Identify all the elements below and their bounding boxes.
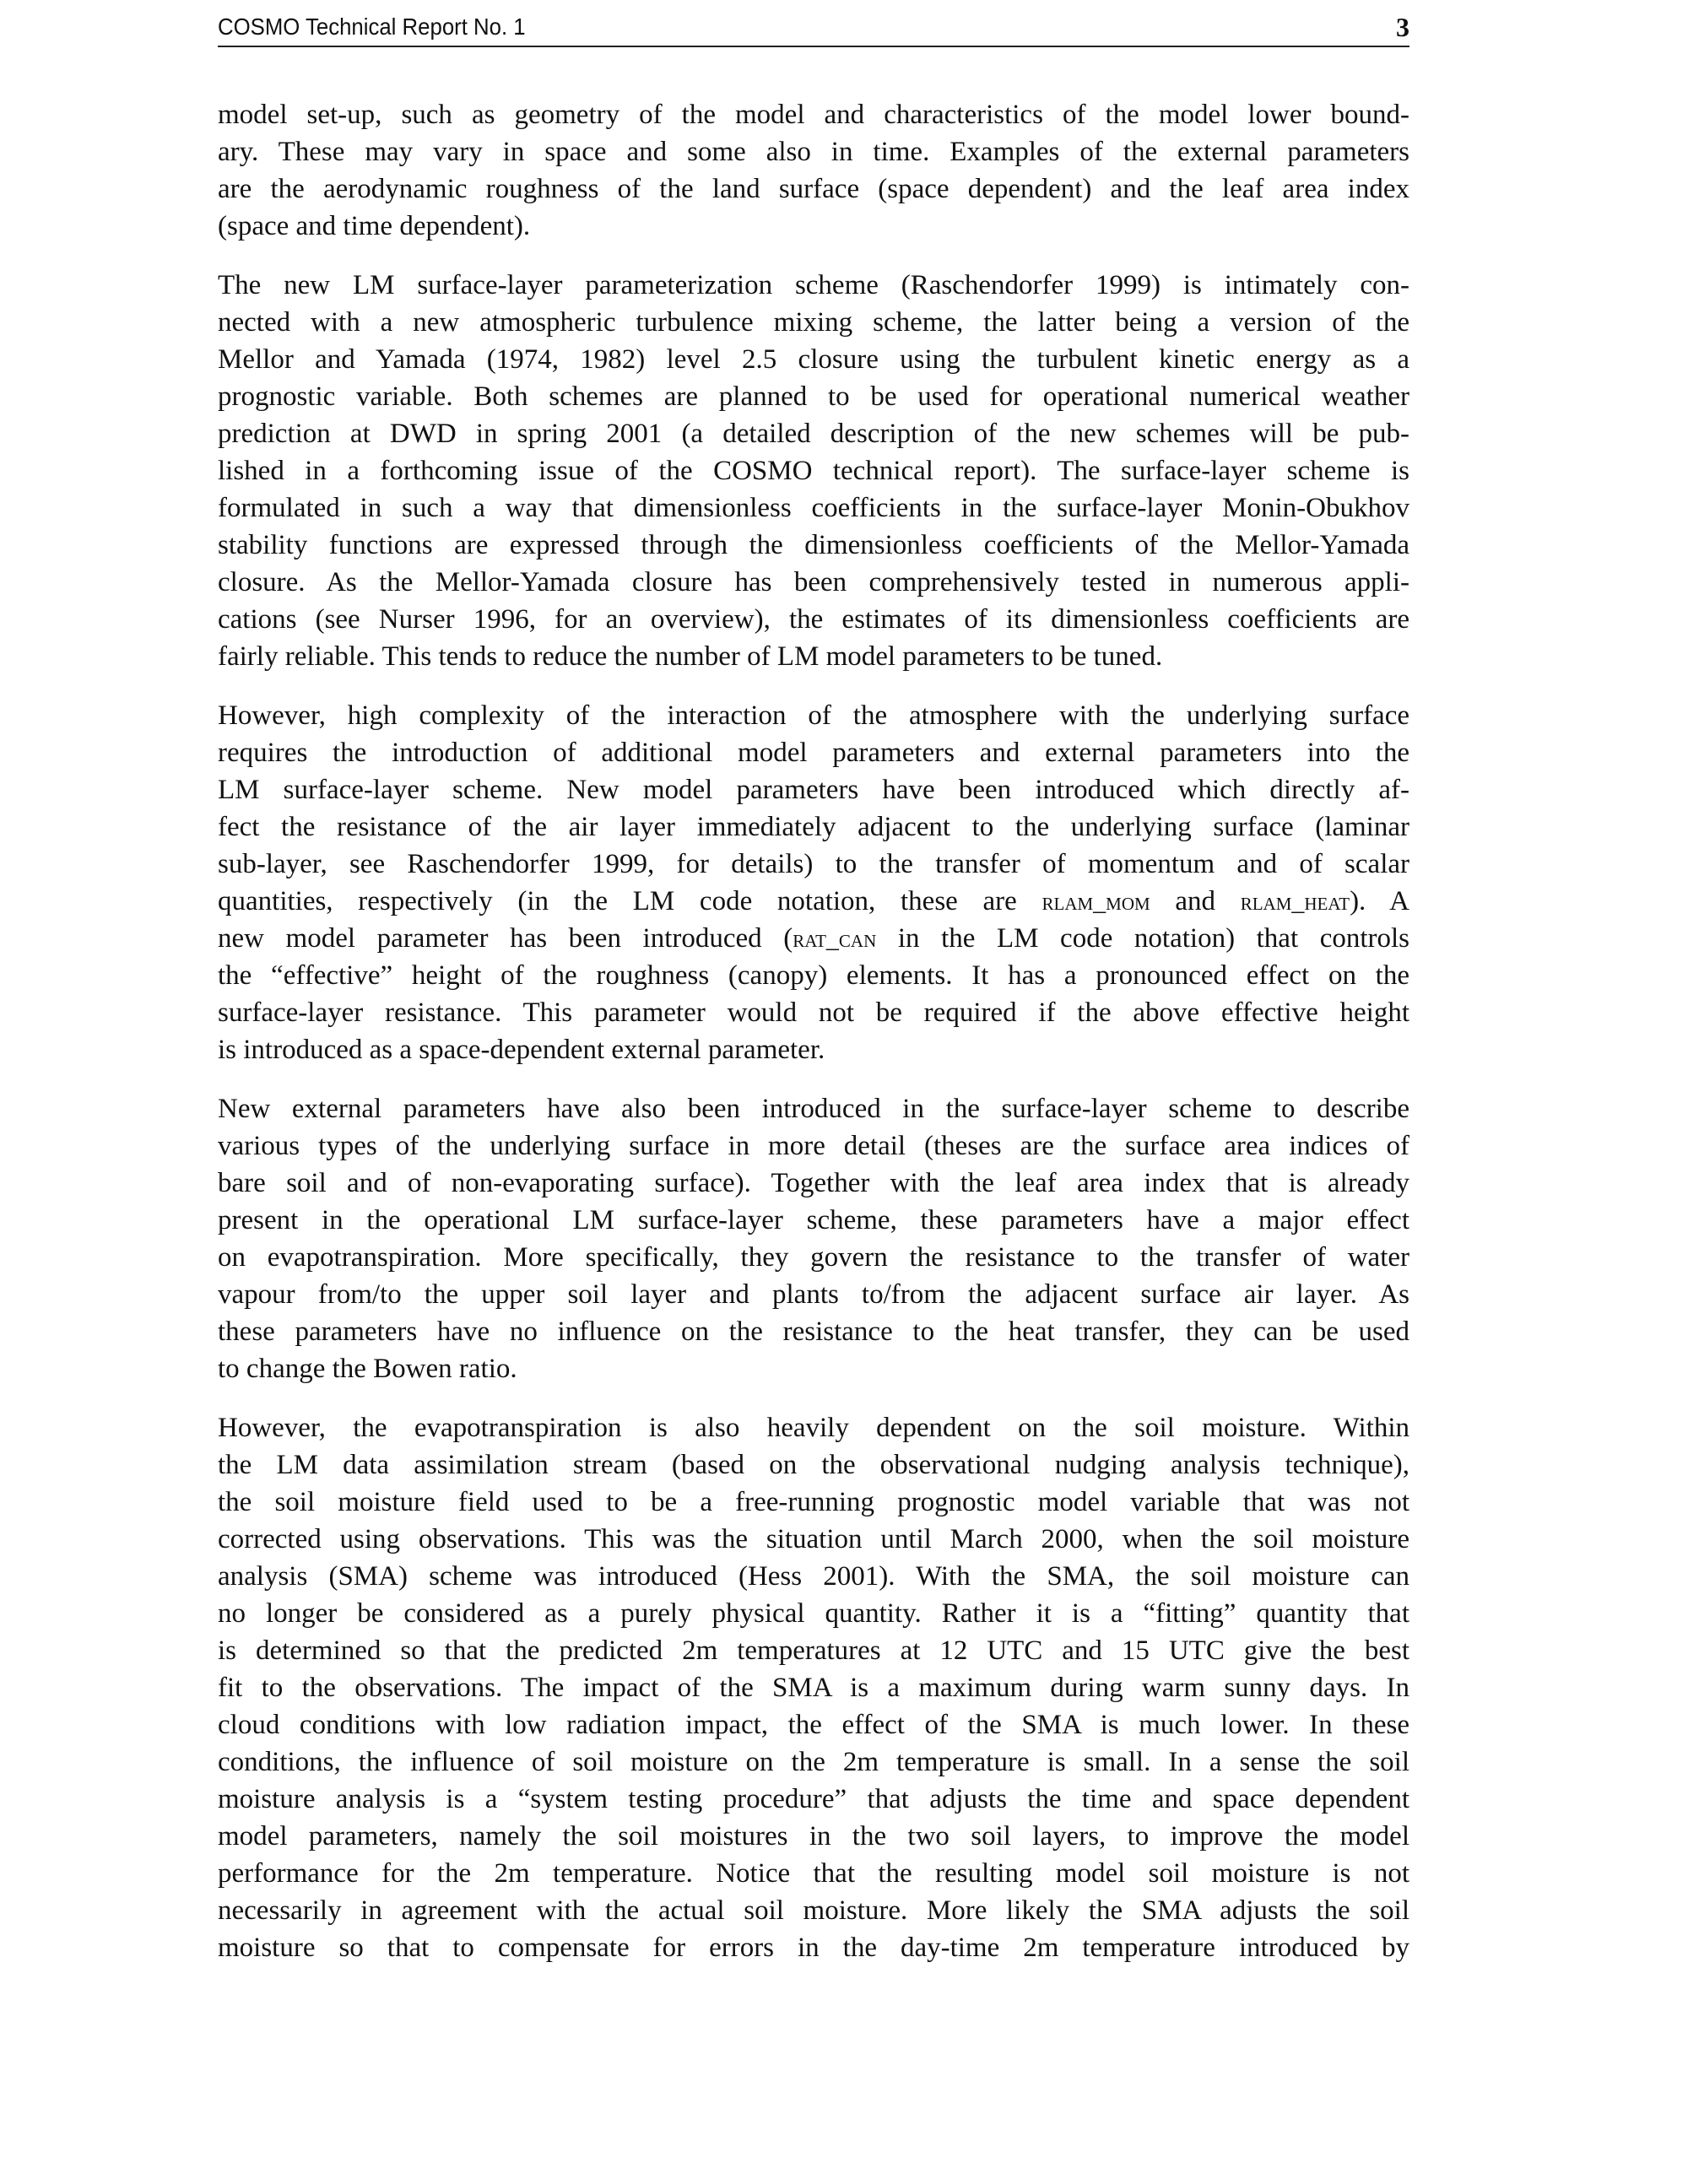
- text-line: prediction at DWD in spring 2001 (a detailed description of the new schemes will be pub-: [218, 419, 1409, 449]
- code-identifier: rlam_mom: [1041, 888, 1150, 916]
- text-line: is introduced as a space-dependent external parameter.: [218, 1035, 825, 1065]
- text-line: prognostic variable. Both schemes are planned to be used for operational numerical weather: [218, 381, 1409, 412]
- text-line: is determined so that the predicted 2m temperatures at 12 UTC and 15 UTC give the best: [218, 1635, 1409, 1666]
- text-line: closure. As the Mellor-Yamada closure has been comprehensively tested in numerous appli-: [218, 567, 1409, 597]
- text-segment: ). A: [1350, 886, 1410, 916]
- document-body: [218, 96, 1409, 1988]
- paragraph: [218, 1090, 1409, 1387]
- text-line: necessarily in agreement with the actual soil moisture. More likely the SMA adjusts the soil: [218, 1895, 1409, 1926]
- text-line: the “effective” height of the roughness (canopy) elements. It has a pronounced effect on the: [218, 960, 1409, 991]
- text-line: model parameters, namely the soil moistures in the two soil layers, to improve the model: [218, 1821, 1409, 1852]
- text-line: cloud conditions with low radiation impact, the effect of the SMA is much lower. In these: [218, 1710, 1409, 1740]
- text-segment: new model parameter has been introduced (: [218, 923, 793, 954]
- text-line: vapour from/to the upper soil layer and plants to/from the adjacent surface air layer. As: [218, 1279, 1409, 1310]
- code-identifier: rat_can: [793, 925, 877, 953]
- text-line: formulated in such a way that dimensionless coefficients in the surface-layer Monin-Obukhov: [218, 493, 1409, 523]
- text-line: fit to the observations. The impact of the SMA is a maximum during warm sunny days. In: [218, 1673, 1409, 1703]
- text-line: the LM data assimilation stream (based on the observational nudging analysis technique),: [218, 1450, 1409, 1480]
- text-line: Mellor and Yamada (1974, 1982) level 2.5 closure using the turbulent kinetic energy as a: [218, 344, 1409, 375]
- text-line: [218, 883, 1409, 920]
- text-line: analysis (SMA) scheme was introduced (Hess 2001). With the SMA, the soil moisture can: [218, 1561, 1409, 1592]
- text-line: stability functions are expressed through the dimensionless coefficients of the Mellor-Yamada: [218, 530, 1409, 560]
- paragraph: [218, 267, 1409, 675]
- text-line: conditions, the influence of soil moisture on the 2m temperature is small. In a sense the soil: [218, 1747, 1409, 1777]
- text-segment: quantities, respectively (in the LM code notation, these are: [218, 886, 1042, 916]
- text-line: various types of the underlying surface in more detail (theses are the surface area indices of: [218, 1131, 1409, 1161]
- text-line: [218, 920, 1409, 957]
- text-line: performance for the 2m temperature. Notice that the resulting model soil moisture is not: [218, 1858, 1409, 1889]
- text-line: corrected using observations. This was the situation until March 2000, when the soil moisture: [218, 1524, 1409, 1554]
- text-line: ary. These may vary in space and some also in time. Examples of the external parameters: [218, 137, 1409, 167]
- text-line: moisture analysis is a “system testing procedure” that adjusts the time and space dependent: [218, 1784, 1409, 1814]
- paragraph: [218, 1409, 1409, 1966]
- report-title: COSMO Technical Report No. 1: [218, 14, 526, 40]
- text-line: on evapotranspiration. More specifically, they govern the resistance to the transfer of water: [218, 1242, 1409, 1273]
- text-line: (space and time dependent).: [218, 211, 531, 241]
- code-identifier: rlam_heat: [1240, 888, 1350, 916]
- text-segment: in the LM code notation) that controls: [876, 923, 1410, 954]
- text-line: the soil moisture field used to be a free-running prognostic model variable that was not: [218, 1487, 1409, 1517]
- text-line: fect the resistance of the air layer immediately adjacent to the underlying surface (laminar: [218, 812, 1409, 842]
- text-line: However, the evapotranspiration is also heavily dependent on the soil moisture. Within: [218, 1413, 1409, 1443]
- text-line: model set-up, such as geometry of the model and characteristics of the model lower bound-: [218, 100, 1409, 130]
- text-line: surface-layer resistance. This parameter would not be required if the above effective height: [218, 997, 1409, 1028]
- text-line: fairly reliable. This tends to reduce the number of LM model parameters to be tuned.: [218, 641, 1163, 672]
- text-segment: and: [1150, 886, 1241, 916]
- paragraph: [218, 697, 1409, 1068]
- text-line: lished in a forthcoming issue of the COSMO technical report). The surface-layer scheme is: [218, 456, 1409, 486]
- text-line: cations (see Nurser 1996, for an overview), the estimates of its dimensionless coefficients are: [218, 604, 1409, 635]
- text-line: requires the introduction of additional model parameters and external parameters into the: [218, 738, 1409, 768]
- text-line: no longer be considered as a purely physical quantity. Rather it is a “fitting” quantity that: [218, 1598, 1409, 1629]
- text-line: moisture so that to compensate for errors in the day-time 2m temperature introduced by: [218, 1933, 1409, 1963]
- text-line: New external parameters have also been introduced in the surface-layer scheme to describe: [218, 1094, 1409, 1124]
- text-line: to change the Bowen ratio.: [218, 1354, 517, 1384]
- page-number: 3: [1396, 12, 1409, 42]
- text-line: present in the operational LM surface-layer scheme, these parameters have a major effect: [218, 1205, 1409, 1235]
- running-header: [218, 12, 1409, 47]
- text-line: However, high complexity of the interaction of the atmosphere with the underlying surface: [218, 700, 1409, 731]
- text-line: are the aerodynamic roughness of the land surface (space dependent) and the leaf area index: [218, 174, 1409, 204]
- text-line: nected with a new atmospheric turbulence mixing scheme, the latter being a version of the: [218, 307, 1409, 338]
- text-line: these parameters have no influence on the resistance to the heat transfer, they can be used: [218, 1316, 1409, 1347]
- text-line: bare soil and of non-evaporating surface). Together with the leaf area index that is already: [218, 1168, 1409, 1198]
- text-line: sub-layer, see Raschendorfer 1999, for details) to the transfer of momentum and of scalar: [218, 849, 1409, 879]
- paragraph: [218, 96, 1409, 245]
- text-line: The new LM surface-layer parameterization scheme (Raschendorfer 1999) is intimately con-: [218, 270, 1409, 300]
- text-line: LM surface-layer scheme. New model parameters have been introduced which directly af-: [218, 775, 1409, 805]
